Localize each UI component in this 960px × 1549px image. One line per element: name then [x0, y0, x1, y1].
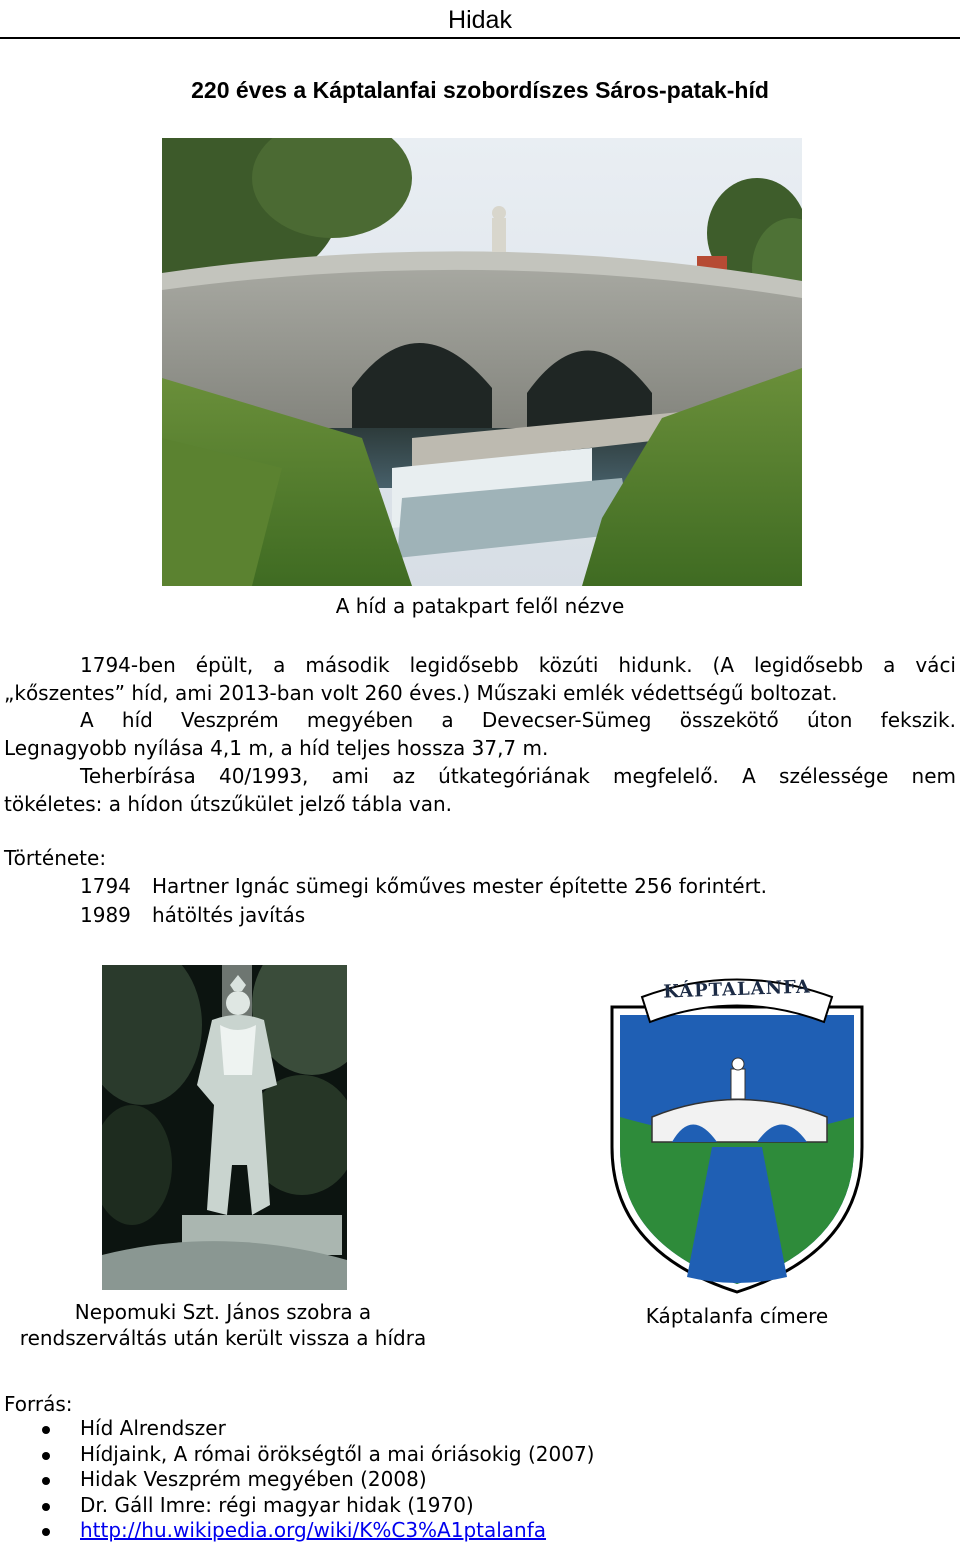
- statue-caption-line2: rendszerváltás után került vissza a hídra: [19, 1326, 427, 1350]
- bridge-photo: [162, 138, 802, 586]
- history-year: 1794: [80, 874, 131, 898]
- sources-heading: Forrás:: [4, 1392, 73, 1416]
- source-item: Dr. Gáll Imre: régi magyar hidak (1970): [0, 1493, 960, 1519]
- article-headline: 220 éves a Káptalanfai szobordíszes Sáros-patak-híd: [191, 77, 769, 103]
- history-text: hátöltés javítás: [152, 903, 306, 927]
- paragraph-capacity-line1: Teherbírása 40/1993, ami az útkategóriának megfelelő. A szélessége nem: [80, 764, 956, 788]
- statue-caption: [0, 1299, 446, 1351]
- source-item: Hidak Veszprém megyében (2008): [0, 1467, 960, 1493]
- history-text: Hartner Ignác sümegi kőműves mester építette 256 forintért.: [152, 874, 767, 898]
- paragraph-built-line1: 1794-ben épült, a második legidősebb közúti hidunk. (A legidősebb a váci: [80, 653, 956, 677]
- header-rule: [0, 37, 960, 39]
- source-item: Hídjaink, A római örökségtől a mai óriásokig (2007): [0, 1442, 960, 1468]
- paragraph-capacity: [4, 762, 956, 818]
- paragraph-built-line2: „kőszentes” híd, ami 2013-ban volt 260 éves.) Műszaki emlék védettségű boltozat.: [4, 681, 838, 705]
- paragraph-capacity-line2: tökéletes: a hídon útszűkület jelző tábla van.: [4, 792, 452, 816]
- history-heading: Története:: [4, 846, 107, 870]
- history-entry: [80, 872, 767, 900]
- coat-of-arms: [592, 967, 882, 1297]
- paragraph-location-line2: Legnagyobb nyílása 4,1 m, a híd teljes hossza 37,7 m.: [4, 736, 549, 760]
- paragraph-location-line1: A híd Veszprém megyében a Devecser-Sümeg összekötő úton fekszik.: [80, 708, 956, 732]
- statue-photo: [102, 965, 347, 1290]
- wikipedia-link[interactable]: http://hu.wikipedia.org/wiki/K%C3%A1ptalanfa: [80, 1518, 547, 1542]
- page-header-title: Hidak: [448, 6, 512, 34]
- source-item: Híd Alrendszer: [0, 1416, 960, 1442]
- crest-banner-text: KÁPTALANFA: [662, 976, 812, 1003]
- statue-caption-line1: Nepomuki Szt. János szobra a: [74, 1300, 372, 1324]
- history-entry: [80, 901, 305, 929]
- history-year: 1989: [80, 903, 131, 927]
- crest-caption: Káptalanfa címere: [645, 1304, 829, 1328]
- paragraph-built: [4, 651, 956, 707]
- sources-list: [0, 1416, 960, 1544]
- paragraph-location: [4, 706, 956, 762]
- main-photo-caption: A híd a patakpart felől nézve: [335, 594, 625, 618]
- source-item-link: [0, 1518, 960, 1544]
